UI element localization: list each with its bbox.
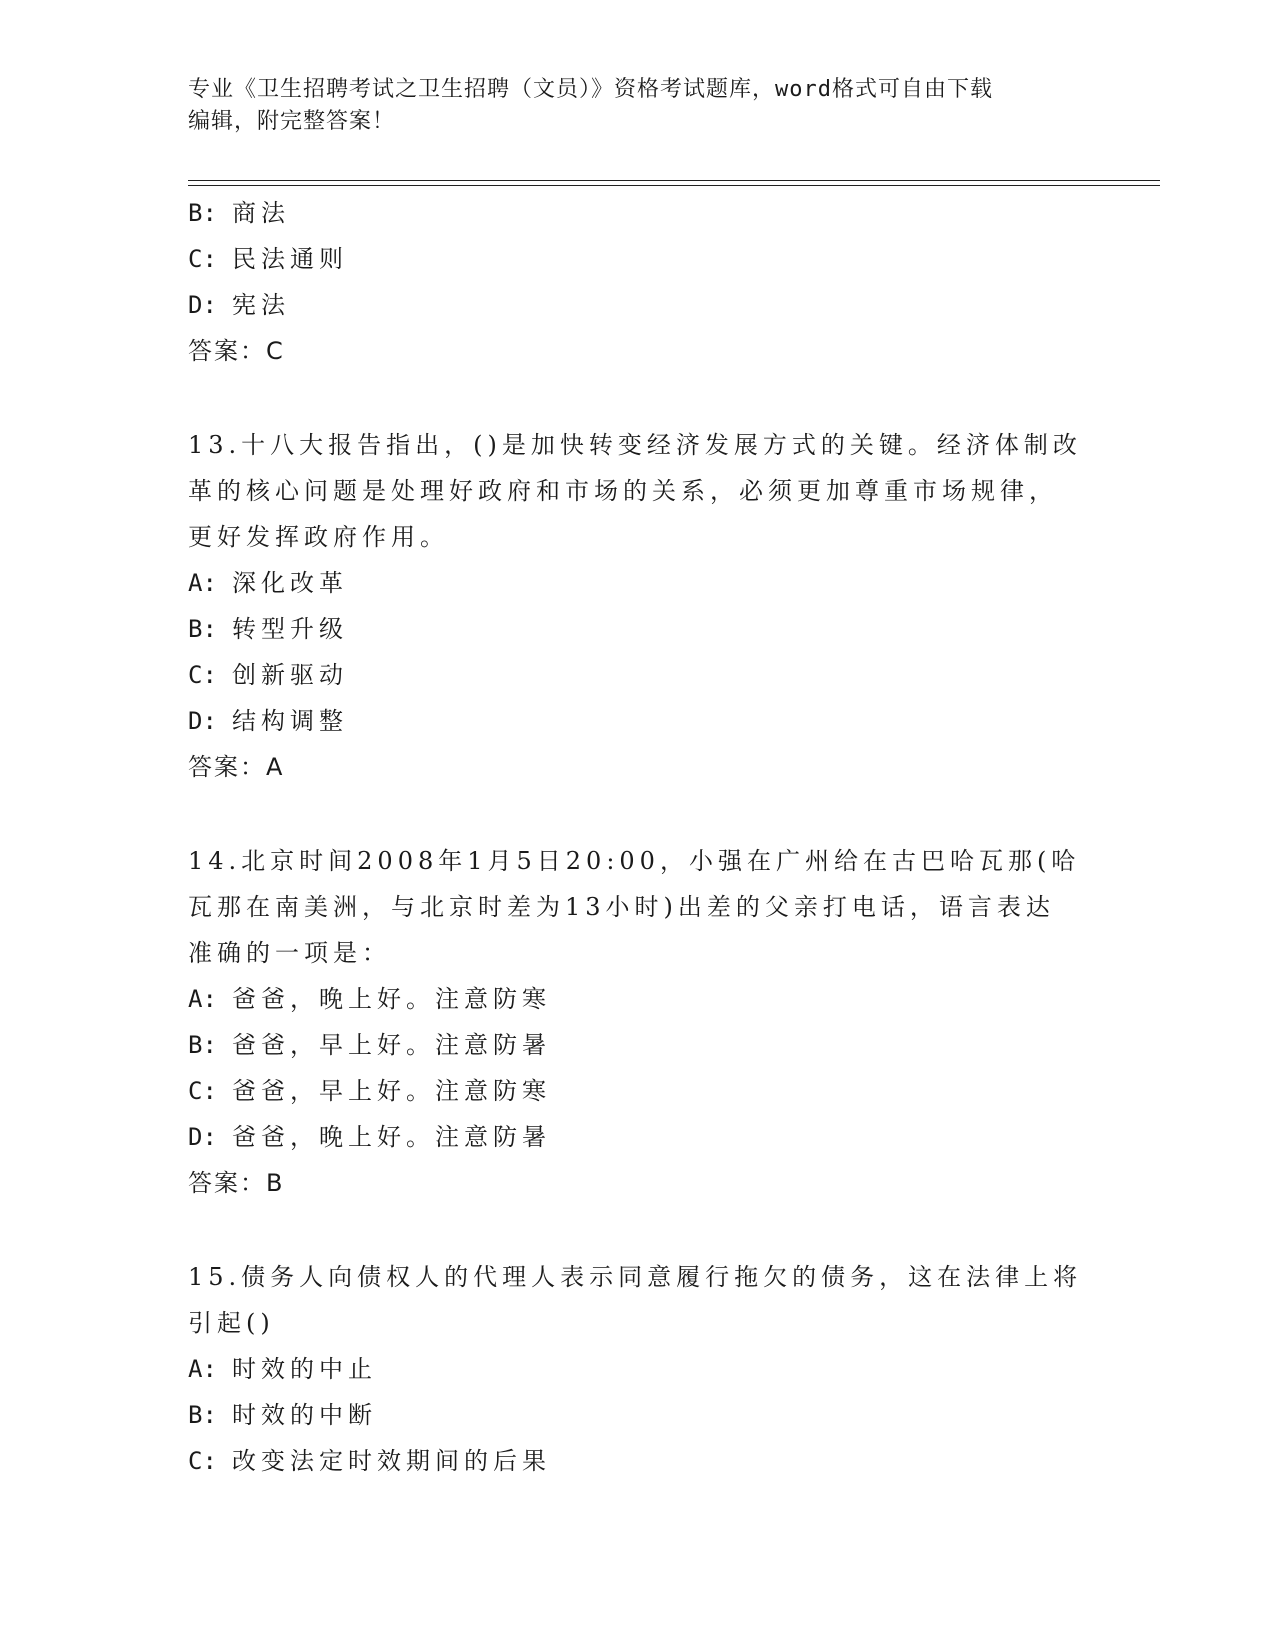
option-c (188, 236, 1088, 282)
option-text: 改变法定时效期间的后果 (232, 1447, 551, 1475)
option-text: 创新驱动 (232, 661, 348, 689)
option-text: 时效的中断 (232, 1401, 377, 1429)
header-line-1: 专业《卫生招聘考试之卫生招聘（文员）》资格考试题库，word格式可自由下载 (188, 77, 993, 102)
question-text-line: 14.北京时间2008年1月5日20:00，小强在广州给在古巴哈瓦那(哈 (188, 847, 1081, 875)
option-label: B: (188, 1401, 217, 1429)
document-header (188, 74, 1088, 138)
question-text-line: 革的核心问题是处理好政府和市场的关系，必须更加尊重市场规律， (188, 477, 1058, 505)
option-c (188, 652, 1088, 698)
answer-line: 答案：C (188, 337, 285, 365)
question-text-line: 准确的一项是： (188, 939, 391, 967)
option-d (188, 698, 1088, 744)
option-text: 宪法 (232, 291, 290, 319)
header-line-2: 编辑，附完整答案！ (188, 109, 396, 134)
option-text: 爸爸，晚上好。注意防暑 (232, 1123, 551, 1151)
option-label: C: (188, 661, 217, 689)
spacer (188, 790, 1088, 838)
question-text-line: 15.债务人向债权人的代理人表示同意履行拖欠的债务，这在法律上将 (188, 1263, 1083, 1291)
answer-line: 答案：B (188, 1169, 285, 1197)
question-list (188, 190, 1088, 1484)
option-text: 结构调整 (232, 707, 348, 735)
option-d (188, 1114, 1088, 1160)
option-text: 深化改革 (232, 569, 348, 597)
option-b (188, 190, 1088, 236)
question-text-line: 引起() (188, 1309, 275, 1337)
option-text: 商法 (232, 199, 290, 227)
option-label: D: (188, 707, 217, 735)
option-text: 时效的中止 (232, 1355, 377, 1383)
question-15 (188, 1254, 1088, 1484)
option-label: C: (188, 1077, 217, 1105)
option-label: C: (188, 245, 217, 273)
answer-line: 答案：A (188, 753, 285, 781)
option-c (188, 1438, 1088, 1484)
option-d (188, 282, 1088, 328)
option-label: D: (188, 1123, 217, 1151)
option-text: 爸爸，早上好。注意防暑 (232, 1031, 551, 1059)
option-b (188, 606, 1088, 652)
option-b (188, 1022, 1088, 1068)
question-13 (188, 422, 1088, 790)
option-text: 爸爸，晚上好。注意防寒 (232, 985, 551, 1013)
option-label: A: (188, 1355, 217, 1383)
option-text: 民法通则 (232, 245, 348, 273)
option-label: B: (188, 615, 217, 643)
option-label: B: (188, 199, 217, 227)
spacer (188, 1206, 1088, 1254)
option-text: 爸爸，早上好。注意防寒 (232, 1077, 551, 1105)
spacer (188, 374, 1088, 422)
option-label: C: (188, 1447, 217, 1475)
option-a (188, 976, 1088, 1022)
question-text-line: 13.十八大报告指出，()是加快转变经济发展方式的关键。经济体制改 (188, 431, 1082, 459)
question-text-line: 瓦那在南美洲，与北京时差为13小时)出差的父亲打电话，语言表达 (188, 893, 1055, 921)
option-b (188, 1392, 1088, 1438)
question-14 (188, 838, 1088, 1206)
question-12 (188, 190, 1088, 374)
option-label: D: (188, 291, 217, 319)
option-label: B: (188, 1031, 217, 1059)
option-label: A: (188, 569, 217, 597)
option-label: A: (188, 985, 217, 1013)
header-divider (188, 180, 1160, 186)
option-c (188, 1068, 1088, 1114)
question-text-line: 更好发挥政府作用。 (188, 523, 449, 551)
option-a (188, 560, 1088, 606)
option-a (188, 1346, 1088, 1392)
option-text: 转型升级 (232, 615, 348, 643)
